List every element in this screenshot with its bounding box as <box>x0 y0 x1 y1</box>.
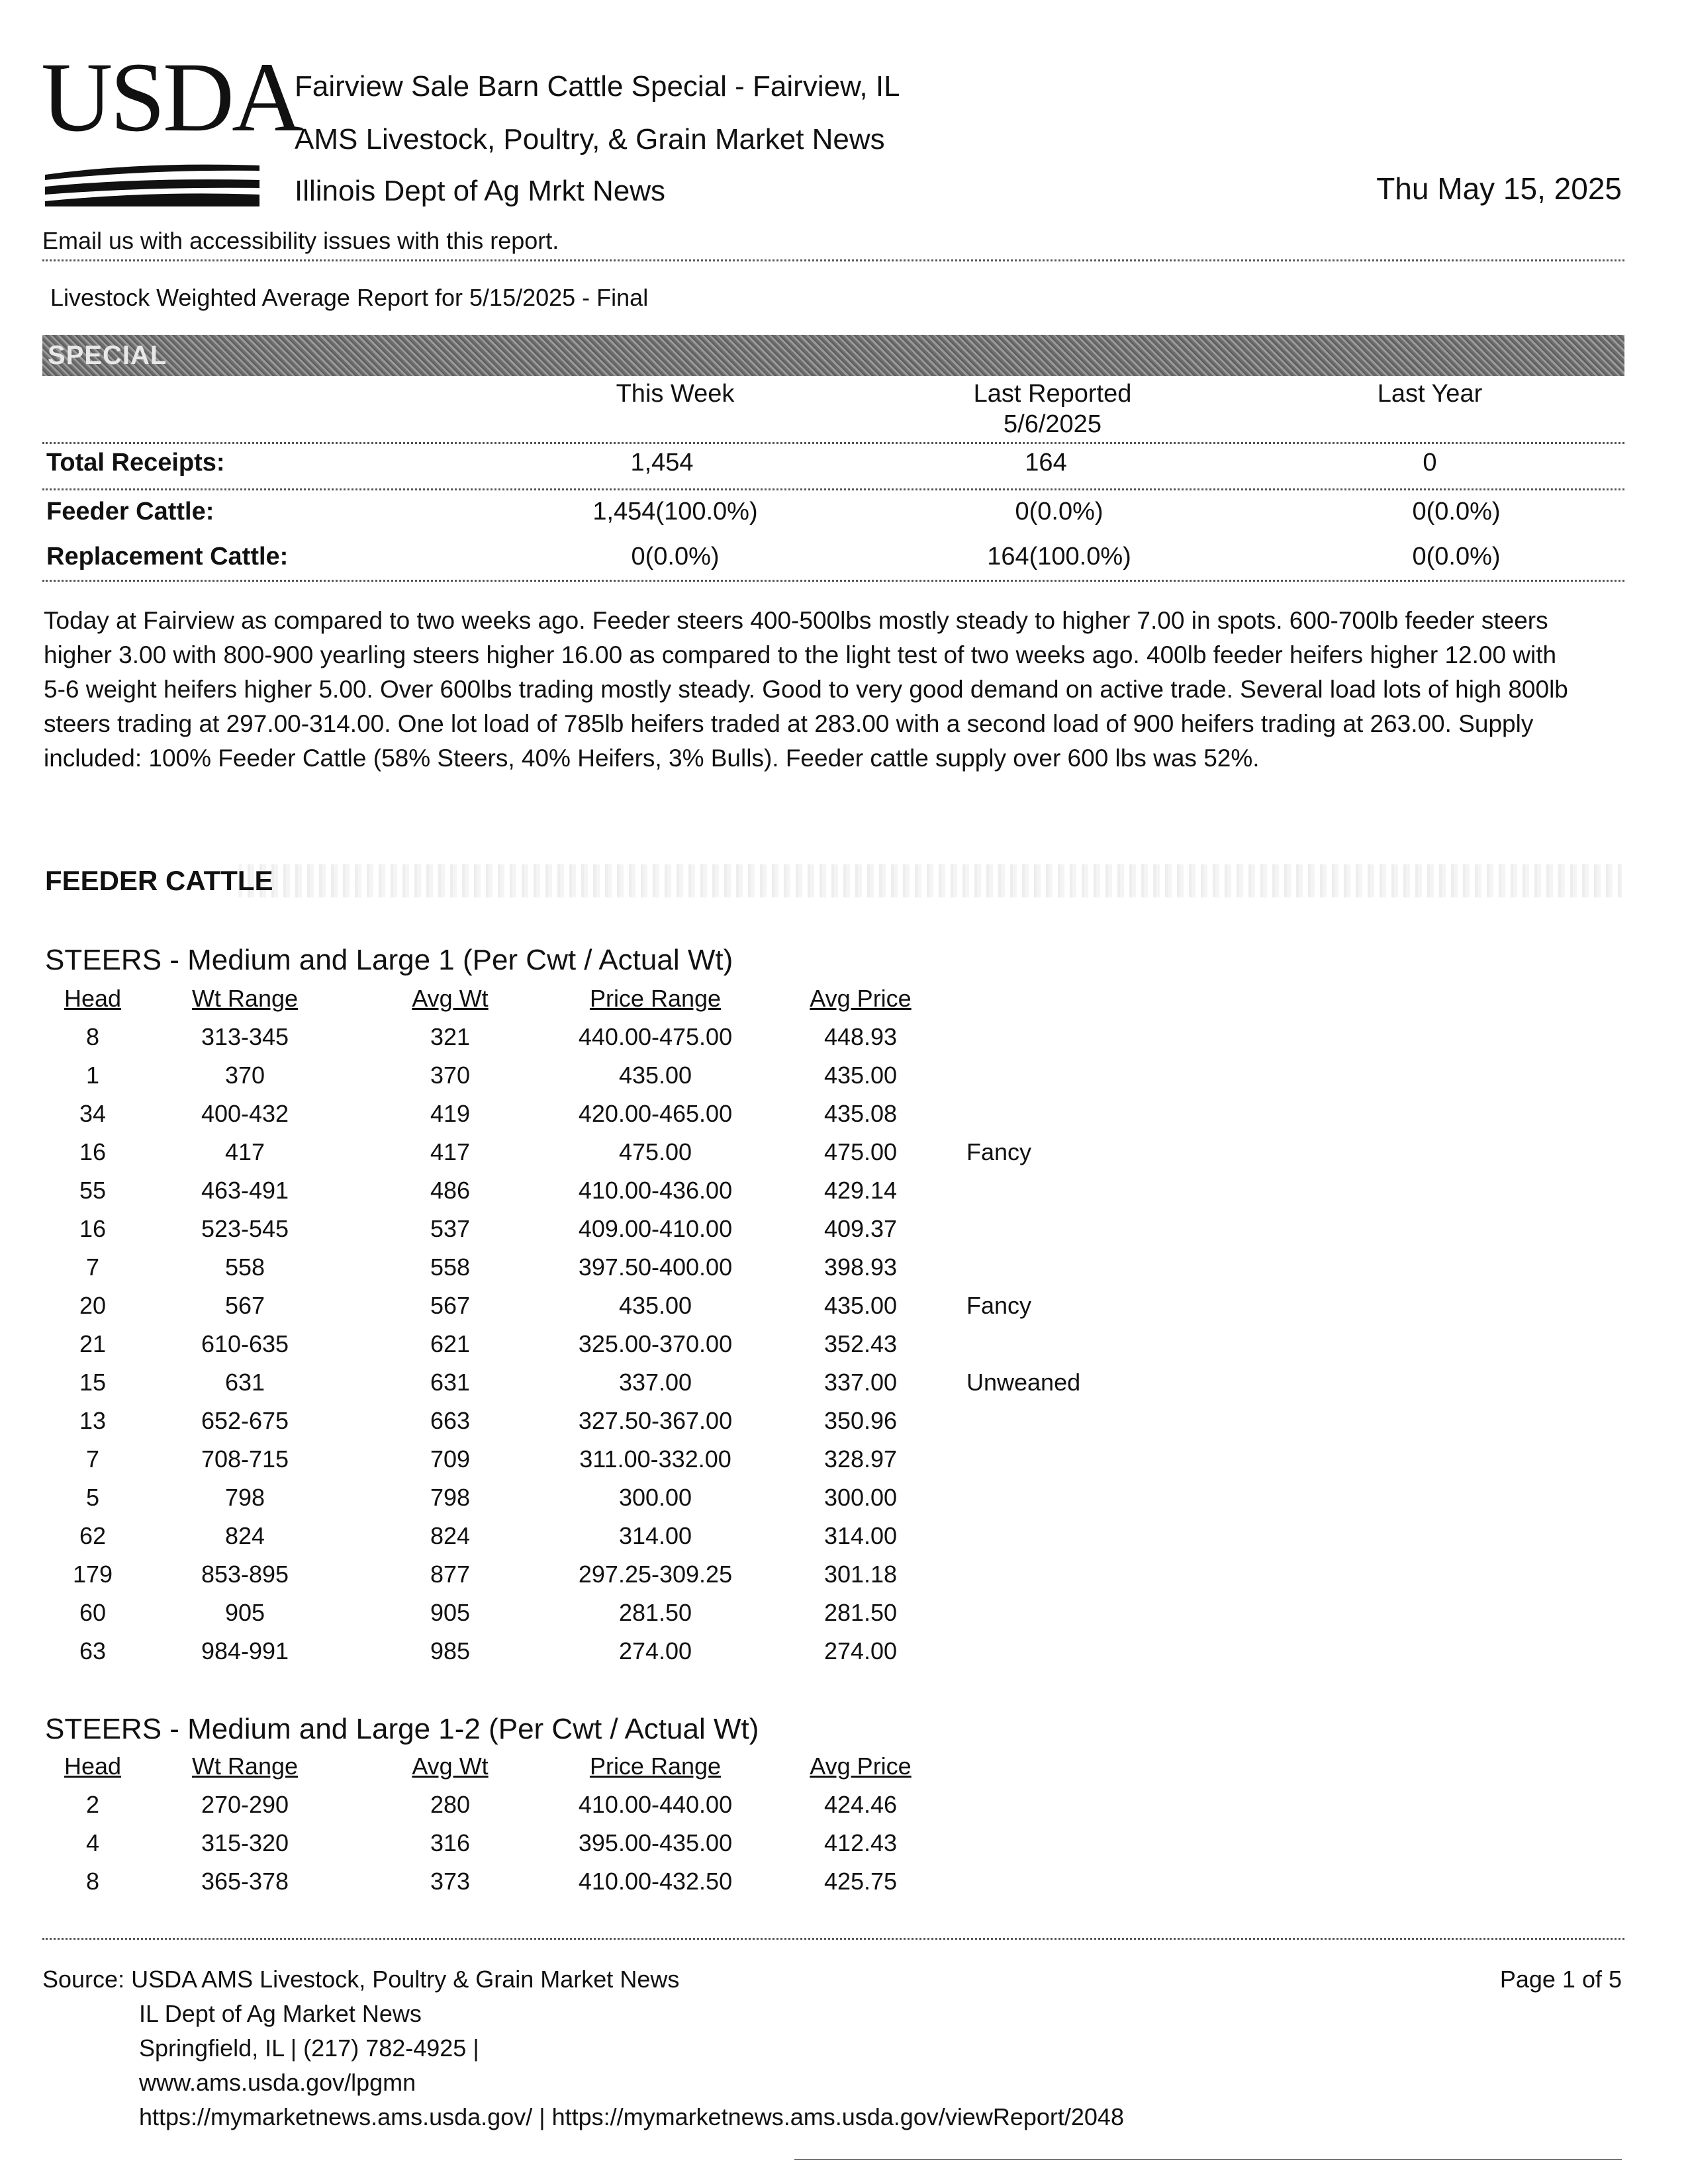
table-title-steers-ml1: STEERS - Medium and Large 1 (Per Cwt / Actual Wt) <box>45 944 733 976</box>
cell-wt-range: 558 <box>224 1253 265 1281</box>
cell-wt-range: 631 <box>224 1369 265 1396</box>
cell-wt-range: 905 <box>224 1599 265 1626</box>
cell-head: 63 <box>79 1637 107 1664</box>
divider <box>42 259 1624 261</box>
cell-avg-wt: 558 <box>430 1253 471 1281</box>
cell-price-range: 300.00 <box>618 1484 692 1511</box>
cell-avg-wt: 370 <box>430 1062 471 1089</box>
cell-price-range: 395.00-435.00 <box>578 1829 733 1856</box>
cell-price-range: 420.00-465.00 <box>578 1100 733 1127</box>
row-label-feeder-cattle: Feeder Cattle: <box>46 498 214 525</box>
cell-price-range: 325.00-370.00 <box>578 1330 733 1357</box>
cell-price-range: 274.00 <box>618 1637 692 1664</box>
col-this-week: This Week <box>616 380 735 408</box>
cell-avg-price: 435.00 <box>823 1292 898 1319</box>
col-last-reported: Last Reported <box>973 380 1132 408</box>
cell-avg-price: 435.08 <box>823 1100 898 1127</box>
cell-head: 8 <box>85 1868 100 1895</box>
cell-price-range: 410.00-440.00 <box>578 1791 733 1818</box>
total-receipts-this-week: 1,454 <box>630 449 694 477</box>
cell-avg-price: 301.18 <box>823 1561 898 1588</box>
cell-avg-price: 274.00 <box>823 1637 898 1664</box>
cell-head: 2 <box>85 1791 100 1818</box>
footer-divider <box>42 1938 1624 1940</box>
table-title-steers-ml12: STEERS - Medium and Large 1-2 (Per Cwt / Actual Wt) <box>45 1713 759 1745</box>
cell-avg-wt: 316 <box>430 1829 471 1856</box>
cell-head: 21 <box>79 1330 107 1357</box>
feeder-cattle-last-year: 0(0.0%) <box>1412 498 1501 525</box>
cell-head: 20 <box>79 1292 107 1319</box>
office-line: Illinois Dept of Ag Mrkt News <box>295 175 665 207</box>
col-last-year: Last Year <box>1377 380 1483 408</box>
cell-avg-price: 300.00 <box>823 1484 898 1511</box>
cell-avg-price: 412.43 <box>823 1829 898 1856</box>
special-section-band <box>42 335 1624 376</box>
cell-avg-wt: 486 <box>430 1177 471 1204</box>
replacement-cattle-last-year: 0(0.0%) <box>1412 543 1501 570</box>
cell-head: 34 <box>79 1100 107 1127</box>
cell-wt-range: 417 <box>224 1138 265 1165</box>
th-price-range: Price Range <box>589 1752 722 1780</box>
cell-head: 55 <box>79 1177 107 1204</box>
cell-avg-wt: 373 <box>430 1868 471 1895</box>
cell-price-range: 327.50-367.00 <box>578 1407 733 1434</box>
cell-wt-range: 270-290 <box>201 1791 289 1818</box>
cell-head: 1 <box>85 1062 100 1089</box>
cell-avg-wt: 798 <box>430 1484 471 1511</box>
cell-avg-wt: 905 <box>430 1599 471 1626</box>
th-head: Head <box>64 985 122 1012</box>
narrative-line: steers trading at 297.00-314.00. One lot load of 785lb heifers traded at 283.00 with a second load of 900 heifers trading at 263.00. Supply <box>44 710 1534 737</box>
cell-head: 4 <box>85 1829 100 1856</box>
cell-wt-range: 523-545 <box>201 1215 289 1242</box>
cell-avg-wt: 709 <box>430 1445 471 1473</box>
narrative-line: higher 3.00 with 800-900 yearling steers higher 16.00 as compared to the light test of two weeks ago. 400lb feeder heifers higher 12.00 with <box>44 641 1557 668</box>
report-date: Thu May 15, 2025 <box>1376 171 1622 206</box>
cell-head: 13 <box>79 1407 107 1434</box>
cell-wt-range: 365-378 <box>201 1868 289 1895</box>
cell-price-range: 435.00 <box>618 1292 692 1319</box>
cell-head: 179 <box>72 1561 113 1588</box>
cell-price-range: 410.00-436.00 <box>578 1177 733 1204</box>
narrative-line: Today at Fairview as compared to two weeks ago. Feeder steers 400-500lbs mostly steady to higher 7.00 in spots. 600-700lb feeder steers <box>44 607 1548 634</box>
total-receipts-last-year: 0 <box>1423 449 1437 477</box>
row-label-total-receipts: Total Receipts: <box>46 449 225 477</box>
cell-price-range: 409.00-410.00 <box>578 1215 733 1242</box>
cell-price-range: 297.25-309.25 <box>578 1561 733 1588</box>
cell-avg-wt: 280 <box>430 1791 471 1818</box>
cell-wt-range: 400-432 <box>201 1100 289 1127</box>
cell-price-range: 311.00-332.00 <box>579 1445 731 1473</box>
feeder-cattle-heading: FEEDER CATTLE <box>45 865 273 896</box>
cell-wt-range: 313-345 <box>201 1023 289 1050</box>
divider <box>42 580 1624 582</box>
narrative-line: included: 100% Feeder Cattle (58% Steers, 40% Heifers, 3% Bulls). Feeder cattle supply over 600 lbs was 52%. <box>44 745 1260 772</box>
th-avg-wt: Avg Wt <box>412 985 489 1012</box>
cell-wt-range: 824 <box>224 1522 265 1549</box>
cell-avg-price: 281.50 <box>823 1599 898 1626</box>
th-avg-wt: Avg Wt <box>412 1752 489 1780</box>
cell-avg-price: 424.46 <box>823 1791 898 1818</box>
cell-avg-price: 425.75 <box>823 1868 898 1895</box>
cell-avg-price: 314.00 <box>823 1522 898 1549</box>
cell-avg-price: 398.93 <box>823 1253 898 1281</box>
th-head: Head <box>64 1752 122 1780</box>
cell-wt-range: 370 <box>224 1062 265 1089</box>
cell-avg-wt: 824 <box>430 1522 471 1549</box>
cell-price-range: 475.00 <box>618 1138 692 1165</box>
feeder-cattle-last-reported: 0(0.0%) <box>1015 498 1103 525</box>
cell-note: Fancy <box>966 1292 1032 1319</box>
cell-price-range: 410.00-432.50 <box>578 1868 733 1895</box>
cell-avg-price: 328.97 <box>823 1445 898 1473</box>
total-receipts-last-reported: 164 <box>1025 449 1067 477</box>
cell-wt-range: 984-991 <box>201 1637 289 1664</box>
cell-price-range: 314.00 <box>618 1522 692 1549</box>
cell-avg-price: 409.37 <box>823 1215 898 1242</box>
replacement-cattle-this-week: 0(0.0%) <box>631 543 720 570</box>
footer-office: IL Dept of Ag Market News <box>139 2000 422 2027</box>
cell-wt-range: 610-635 <box>201 1330 289 1357</box>
cell-wt-range: 798 <box>224 1484 265 1511</box>
feeder-section-band <box>238 864 1622 897</box>
cell-wt-range: 853-895 <box>201 1561 289 1588</box>
cell-avg-price: 448.93 <box>823 1023 898 1050</box>
cell-head: 7 <box>85 1253 100 1281</box>
th-wt-range: Wt Range <box>191 1752 299 1780</box>
cell-head: 62 <box>79 1522 107 1549</box>
th-wt-range: Wt Range <box>191 985 299 1012</box>
footer-source: Source: USDA AMS Livestock, Poultry & Grain Market News <box>42 1966 680 1993</box>
cell-note: Fancy <box>966 1138 1032 1165</box>
cell-avg-price: 352.43 <box>823 1330 898 1357</box>
cell-price-range: 281.50 <box>618 1599 692 1626</box>
row-label-replacement-cattle: Replacement Cattle: <box>46 543 289 570</box>
cell-avg-price: 350.96 <box>823 1407 898 1434</box>
cell-avg-wt: 663 <box>430 1407 471 1434</box>
footer-contact: Springfield, IL | (217) 782-4925 | <box>139 2034 479 2062</box>
divider <box>42 442 1624 444</box>
feeder-cattle-this-week: 1,454(100.0%) <box>592 498 758 525</box>
cell-avg-price: 435.00 <box>823 1062 898 1089</box>
footer-mymarketnews-links[interactable]: https://mymarketnews.ams.usda.gov/ | https://mymarketnews.ams.usda.gov/viewReport/2048 <box>139 2103 1124 2130</box>
report-heading: Fairview Sale Barn Cattle Special - Fairview, IL <box>295 70 900 103</box>
special-label: SPECIAL <box>48 341 167 370</box>
cell-avg-wt: 877 <box>430 1561 471 1588</box>
usda-logo-text: USDA <box>41 42 301 152</box>
cell-avg-wt: 537 <box>430 1215 471 1242</box>
cell-wt-range: 463-491 <box>201 1177 289 1204</box>
cell-price-range: 440.00-475.00 <box>578 1023 733 1050</box>
divider <box>42 488 1624 490</box>
cell-head: 7 <box>85 1445 100 1473</box>
bottom-rule <box>794 2159 1622 2160</box>
accessibility-email-link[interactable]: Email us with accessibility issues with this report. <box>42 227 559 254</box>
cell-note: Unweaned <box>966 1369 1081 1396</box>
cell-price-range: 397.50-400.00 <box>578 1253 733 1281</box>
cell-wt-range: 315-320 <box>201 1829 289 1856</box>
cell-head: 60 <box>79 1599 107 1626</box>
cell-wt-range: 708-715 <box>201 1445 289 1473</box>
replacement-cattle-last-reported: 164(100.0%) <box>987 543 1131 570</box>
cell-price-range: 337.00 <box>618 1369 692 1396</box>
th-avg-price: Avg Price <box>810 1752 912 1780</box>
page-number: Page 1 of 5 <box>1499 1966 1622 1993</box>
cell-head: 16 <box>79 1138 107 1165</box>
agency-line: AMS Livestock, Poultry, & Grain Market News <box>295 123 885 156</box>
cell-avg-price: 337.00 <box>823 1369 898 1396</box>
cell-avg-wt: 419 <box>430 1100 471 1127</box>
usda-logo <box>41 42 301 206</box>
usda-logo-swoosh-icon <box>41 48 266 206</box>
cell-wt-range: 652-675 <box>201 1407 289 1434</box>
th-price-range: Price Range <box>589 985 722 1012</box>
cell-avg-price: 475.00 <box>823 1138 898 1165</box>
cell-avg-wt: 417 <box>430 1138 471 1165</box>
cell-avg-wt: 567 <box>430 1292 471 1319</box>
cell-avg-wt: 321 <box>430 1023 471 1050</box>
cell-wt-range: 567 <box>224 1292 265 1319</box>
cell-head: 8 <box>85 1023 100 1050</box>
cell-avg-wt: 621 <box>430 1330 471 1357</box>
cell-price-range: 435.00 <box>618 1062 692 1089</box>
col-last-reported-date: 5/6/2025 <box>1004 410 1102 438</box>
cell-avg-wt: 631 <box>430 1369 471 1396</box>
market-narrative <box>44 604 1626 776</box>
th-avg-price: Avg Price <box>810 985 912 1012</box>
cell-head: 5 <box>85 1484 100 1511</box>
cell-avg-price: 429.14 <box>823 1177 898 1204</box>
narrative-line: 5-6 weight heifers higher 5.00. Over 600lbs trading mostly steady. Good to very good demand on active trade. Several load lots of high 800lb <box>44 676 1568 703</box>
cell-avg-wt: 985 <box>430 1637 471 1664</box>
cell-head: 16 <box>79 1215 107 1242</box>
report-title: Livestock Weighted Average Report for 5/15/2025 - Final <box>50 284 649 311</box>
cell-head: 15 <box>79 1369 107 1396</box>
footer-website-link[interactable]: www.ams.usda.gov/lpgmn <box>139 2069 416 2096</box>
